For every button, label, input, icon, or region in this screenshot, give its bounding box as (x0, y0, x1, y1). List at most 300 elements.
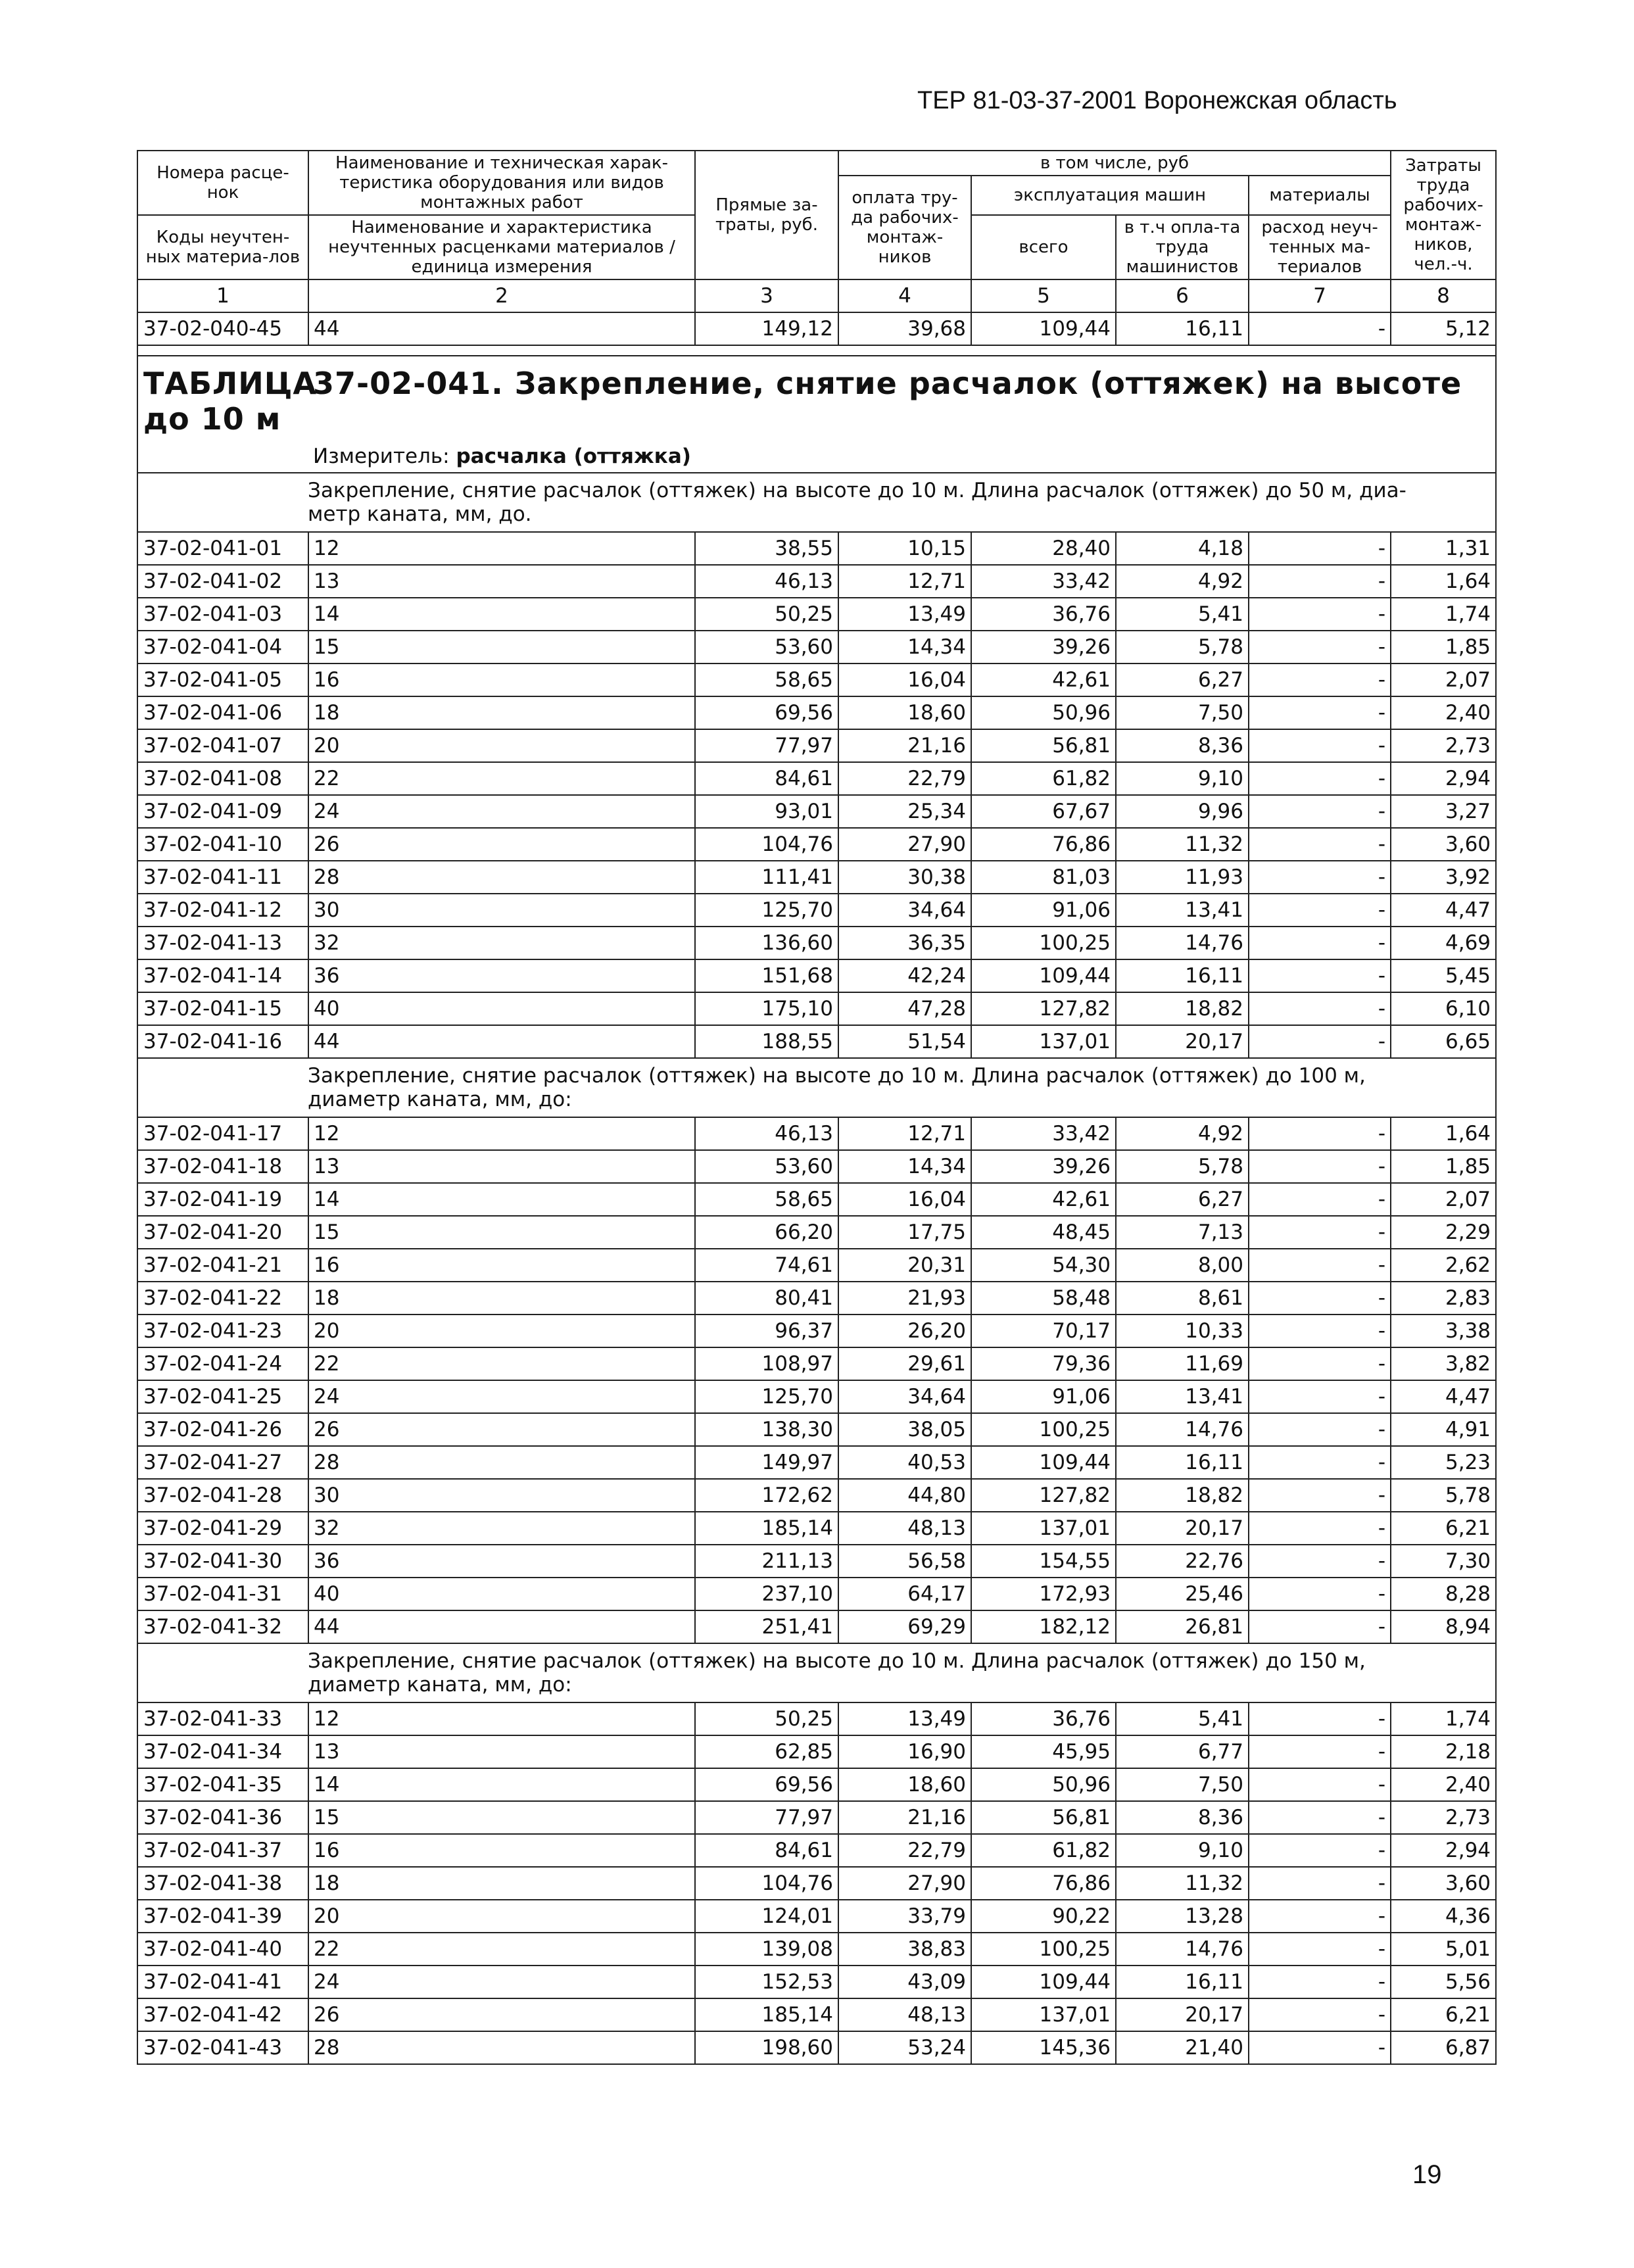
rate-code: 37-02-041-43 (137, 2031, 308, 2064)
page-number: 19 (1412, 2160, 1442, 2189)
materials-cost: - (1249, 959, 1391, 992)
rate-name: 26 (308, 1413, 695, 1446)
machines-labor: 22,76 (1116, 1545, 1249, 1578)
machines-total: 137,01 (971, 1025, 1116, 1058)
labor-pay: 36,35 (838, 927, 971, 959)
direct-cost: 93,01 (695, 795, 838, 828)
direct-cost: 104,76 (695, 1867, 838, 1900)
direct-cost: 69,56 (695, 1768, 838, 1801)
machines-total: 145,36 (971, 2031, 1116, 2064)
labor-hours: 2,40 (1391, 1768, 1496, 1801)
table-row (137, 1216, 1496, 1249)
rate-code: 37-02-041-40 (137, 1933, 308, 1966)
labor-hours: 6,10 (1391, 992, 1496, 1025)
rate-code: 37-02-041-23 (137, 1315, 308, 1347)
machines-total: 56,81 (971, 1801, 1116, 1834)
materials-cost: - (1249, 1183, 1391, 1216)
materials-cost: - (1249, 992, 1391, 1025)
labor-pay: 12,71 (838, 565, 971, 598)
rate-code: 37-02-041-26 (137, 1413, 308, 1446)
header-row-1 (137, 151, 1496, 176)
materials-cost: - (1249, 1768, 1391, 1801)
labor-hours: 4,69 (1391, 927, 1496, 959)
machines-total: 50,96 (971, 696, 1116, 729)
machines-labor: 8,36 (1116, 729, 1249, 762)
machines-total: 100,25 (971, 1933, 1116, 1966)
rate-name: 32 (308, 1512, 695, 1545)
labor-hours: 1,31 (1391, 532, 1496, 565)
table-row (137, 762, 1496, 795)
machines-labor: 7,13 (1116, 1216, 1249, 1249)
rate-code: 37-02-041-30 (137, 1545, 308, 1578)
rate-code: 37-02-041-04 (137, 631, 308, 664)
labor-hours: 4,47 (1391, 894, 1496, 927)
rate-code: 37-02-041-08 (137, 762, 308, 795)
rate-name: 20 (308, 729, 695, 762)
col-header-materials: материалы (1249, 176, 1391, 215)
group-title-row (137, 1058, 1496, 1117)
materials-cost: - (1249, 861, 1391, 894)
machines-total: 91,06 (971, 1380, 1116, 1413)
rate-name: 26 (308, 828, 695, 861)
machines-total: 39,26 (971, 1150, 1116, 1183)
rate-code: 37-02-041-29 (137, 1512, 308, 1545)
rate-code: 37-02-041-11 (137, 861, 308, 894)
direct-cost: 46,13 (695, 565, 838, 598)
direct-cost: 251,41 (695, 1610, 838, 1643)
materials-cost: - (1249, 762, 1391, 795)
machines-total: 90,22 (971, 1900, 1116, 1933)
table-row (137, 1768, 1496, 1801)
machines-labor: 13,28 (1116, 1900, 1249, 1933)
machines-total: 172,93 (971, 1578, 1116, 1610)
labor-pay: 40,53 (838, 1446, 971, 1479)
direct-cost: 111,41 (695, 861, 838, 894)
labor-hours: 2,29 (1391, 1216, 1496, 1249)
direct-cost: 104,76 (695, 828, 838, 861)
labor-pay: 21,93 (838, 1282, 971, 1315)
rate-code: 37-02-041-20 (137, 1216, 308, 1249)
labor-hours: 6,87 (1391, 2031, 1496, 2064)
machines-labor: 13,41 (1116, 894, 1249, 927)
table-row (137, 1117, 1496, 1150)
rate-name: 30 (308, 894, 695, 927)
table-row (137, 1183, 1496, 1216)
labor-pay: 27,90 (838, 828, 971, 861)
direct-cost: 138,30 (695, 1413, 838, 1446)
direct-cost: 198,60 (695, 2031, 838, 2064)
machines-labor: 18,82 (1116, 1479, 1249, 1512)
labor-hours: 4,36 (1391, 1900, 1496, 1933)
machines-total: 91,06 (971, 894, 1116, 927)
labor-hours: 2,07 (1391, 664, 1496, 696)
labor-hours: 3,27 (1391, 795, 1496, 828)
labor-pay: 48,13 (838, 1998, 971, 2031)
machines-labor: 7,50 (1116, 1768, 1249, 1801)
labor-pay: 69,29 (838, 1610, 971, 1643)
materials-cost: - (1249, 312, 1391, 345)
direct-cost: 62,85 (695, 1735, 838, 1768)
machines-total: 36,76 (971, 598, 1116, 631)
labor-pay: 53,24 (838, 2031, 971, 2064)
labor-hours: 2,07 (1391, 1183, 1496, 1216)
machines-total: 127,82 (971, 1479, 1116, 1512)
labor-pay: 18,60 (838, 696, 971, 729)
labor-pay: 38,83 (838, 1933, 971, 1966)
group-title: Закрепление, снятие расчалок (оттяжек) на высоте до 10 м. Длина расчалок (оттяжек) до 50 м, диа-метр каната, мм, до. (137, 473, 1496, 532)
rate-name: 15 (308, 631, 695, 664)
column-number: 3 (695, 279, 838, 312)
table-row (137, 2031, 1496, 2064)
direct-cost: 66,20 (695, 1216, 838, 1249)
machines-total: 33,42 (971, 565, 1116, 598)
group-title: Закрепление, снятие расчалок (оттяжек) на высоте до 10 м. Длина расчалок (оттяжек) до 150 м, диаметр каната, мм, до: (137, 1643, 1496, 1702)
column-number: 4 (838, 279, 971, 312)
direct-cost: 172,62 (695, 1479, 838, 1512)
rate-code: 37-02-041-41 (137, 1966, 308, 1998)
col-header-code-bottom: Коды неучтен-ных материа-лов (137, 215, 308, 279)
col-header-machines-total: всего (971, 215, 1116, 279)
table-row (137, 664, 1496, 696)
table-row (137, 1702, 1496, 1735)
col-header-name-top: Наименование и техническая харак-теристика оборудования или видов монтажных работ (308, 151, 695, 215)
table-row (137, 1610, 1496, 1643)
labor-pay: 39,68 (838, 312, 971, 345)
machines-labor: 5,78 (1116, 631, 1249, 664)
machines-labor: 26,81 (1116, 1610, 1249, 1643)
table-row (137, 1998, 1496, 2031)
rate-name: 13 (308, 565, 695, 598)
materials-cost: - (1249, 927, 1391, 959)
machines-total: 137,01 (971, 1512, 1116, 1545)
table-row (137, 1249, 1496, 1282)
labor-pay: 42,24 (838, 959, 971, 992)
rate-code: 37-02-041-02 (137, 565, 308, 598)
rate-code: 37-02-041-32 (137, 1610, 308, 1643)
machines-total: 81,03 (971, 861, 1116, 894)
materials-cost: - (1249, 1900, 1391, 1933)
rate-name: 16 (308, 1834, 695, 1867)
rate-name: 36 (308, 1545, 695, 1578)
rate-name: 15 (308, 1801, 695, 1834)
machines-labor: 4,92 (1116, 1117, 1249, 1150)
materials-cost: - (1249, 1735, 1391, 1768)
col-header-labor-cost: Затраты труда рабочих-монтаж-ников, чел.-ч. (1391, 151, 1496, 279)
table-row (137, 927, 1496, 959)
table-row (137, 565, 1496, 598)
column-numbers-row (137, 279, 1496, 312)
machines-labor: 16,11 (1116, 959, 1249, 992)
table-label: ТАБЛИЦА (143, 366, 318, 401)
rate-code: 37-02-041-42 (137, 1998, 308, 2031)
table-row (137, 1900, 1496, 1933)
rate-code: 37-02-041-37 (137, 1834, 308, 1867)
rate-code: 37-02-041-24 (137, 1347, 308, 1380)
table-row (137, 1512, 1496, 1545)
rate-name: 18 (308, 696, 695, 729)
machines-total: 100,25 (971, 927, 1116, 959)
column-number: 5 (971, 279, 1116, 312)
rate-name: 18 (308, 1282, 695, 1315)
labor-hours: 2,83 (1391, 1282, 1496, 1315)
materials-cost: - (1249, 1702, 1391, 1735)
table-row (137, 1966, 1496, 1998)
column-number: 8 (1391, 279, 1496, 312)
rate-code: 37-02-041-33 (137, 1702, 308, 1735)
machines-labor: 14,76 (1116, 1933, 1249, 1966)
machines-total: 42,61 (971, 664, 1116, 696)
machines-total: 36,76 (971, 1702, 1116, 1735)
labor-hours: 8,94 (1391, 1610, 1496, 1643)
labor-hours: 5,45 (1391, 959, 1496, 992)
machines-total: 50,96 (971, 1768, 1116, 1801)
direct-cost: 185,14 (695, 1512, 838, 1545)
col-header-machines-labor: в т.ч опла-та труда машинистов (1116, 215, 1249, 279)
direct-cost: 188,55 (695, 1025, 838, 1058)
table-row (137, 1578, 1496, 1610)
machines-total: 127,82 (971, 992, 1116, 1025)
table-row (137, 828, 1496, 861)
table-title-row (137, 356, 1496, 473)
table-title (143, 366, 1490, 437)
labor-pay: 27,90 (838, 1867, 971, 1900)
labor-pay: 22,79 (838, 762, 971, 795)
table-row (137, 1479, 1496, 1512)
machines-labor: 16,11 (1116, 1446, 1249, 1479)
labor-pay: 34,64 (838, 894, 971, 927)
rate-name: 13 (308, 1150, 695, 1183)
machines-labor: 16,11 (1116, 1966, 1249, 1998)
labor-hours: 5,56 (1391, 1966, 1496, 1998)
labor-pay: 51,54 (838, 1025, 971, 1058)
table-row (137, 1413, 1496, 1446)
labor-pay: 13,49 (838, 1702, 971, 1735)
direct-cost: 46,13 (695, 1117, 838, 1150)
machines-labor: 6,77 (1116, 1735, 1249, 1768)
rate-code: 37-02-041-03 (137, 598, 308, 631)
machines-total: 58,48 (971, 1282, 1116, 1315)
table-title-text: 37-02-041. Закрепление, снятие расчалок (оттяжек) на высоте до 10 м (143, 366, 1462, 437)
materials-cost: - (1249, 1998, 1391, 2031)
rate-code: 37-02-041-06 (137, 696, 308, 729)
machines-labor: 11,32 (1116, 828, 1249, 861)
labor-pay: 44,80 (838, 1479, 971, 1512)
labor-pay: 25,34 (838, 795, 971, 828)
col-header-name-bottom: Наименование и характеристика неучтенных расценками материалов / единица измерения (308, 215, 695, 279)
materials-cost: - (1249, 1282, 1391, 1315)
rate-code: 37-02-041-09 (137, 795, 308, 828)
machines-labor: 6,27 (1116, 664, 1249, 696)
rate-name: 24 (308, 1966, 695, 1998)
table-row (137, 992, 1496, 1025)
rate-code: 37-02-041-10 (137, 828, 308, 861)
direct-cost: 50,25 (695, 1702, 838, 1735)
materials-cost: - (1249, 894, 1391, 927)
labor-pay: 64,17 (838, 1578, 971, 1610)
rate-name: 28 (308, 861, 695, 894)
rate-name: 18 (308, 1867, 695, 1900)
materials-cost: - (1249, 1578, 1391, 1610)
machines-labor: 11,32 (1116, 1867, 1249, 1900)
materials-cost: - (1249, 532, 1391, 565)
materials-cost: - (1249, 1545, 1391, 1578)
col-header-labor-pay: оплата тру-да рабочих-монтаж-ников (838, 176, 971, 279)
rate-name: 40 (308, 992, 695, 1025)
materials-cost: - (1249, 1834, 1391, 1867)
materials-cost: - (1249, 1025, 1391, 1058)
labor-hours: 1,74 (1391, 1702, 1496, 1735)
materials-cost: - (1249, 664, 1391, 696)
rate-name: 36 (308, 959, 695, 992)
labor-hours: 2,73 (1391, 729, 1496, 762)
column-number: 2 (308, 279, 695, 312)
machines-labor: 11,69 (1116, 1347, 1249, 1380)
materials-cost: - (1249, 696, 1391, 729)
direct-cost: 237,10 (695, 1578, 838, 1610)
table-row (137, 1446, 1496, 1479)
machines-labor: 4,18 (1116, 532, 1249, 565)
materials-cost: - (1249, 729, 1391, 762)
labor-hours: 6,21 (1391, 1998, 1496, 2031)
labor-hours: 7,30 (1391, 1545, 1496, 1578)
table-row (137, 1545, 1496, 1578)
rate-name: 20 (308, 1315, 695, 1347)
machines-total: 67,67 (971, 795, 1116, 828)
direct-cost: 84,61 (695, 1834, 838, 1867)
labor-pay: 43,09 (838, 1966, 971, 1998)
labor-hours: 8,28 (1391, 1578, 1496, 1610)
col-header-including: в том числе, руб (838, 151, 1391, 176)
rate-code: 37-02-041-13 (137, 927, 308, 959)
rate-name: 14 (308, 598, 695, 631)
machines-total: 79,36 (971, 1347, 1116, 1380)
labor-hours: 3,38 (1391, 1315, 1496, 1347)
table-row (137, 861, 1496, 894)
rate-code: 37-02-041-16 (137, 1025, 308, 1058)
rate-name: 24 (308, 795, 695, 828)
rate-code: 37-02-041-19 (137, 1183, 308, 1216)
column-number: 6 (1116, 279, 1249, 312)
labor-hours: 5,78 (1391, 1479, 1496, 1512)
machines-total: 109,44 (971, 959, 1116, 992)
rate-code: 37-02-041-12 (137, 894, 308, 927)
col-header-direct: Прямые за-траты, руб. (695, 151, 838, 279)
labor-hours: 3,92 (1391, 861, 1496, 894)
machines-labor: 14,76 (1116, 927, 1249, 959)
table-row (137, 1801, 1496, 1834)
direct-cost: 139,08 (695, 1933, 838, 1966)
direct-cost: 136,60 (695, 927, 838, 959)
table-row (137, 1315, 1496, 1347)
rate-code: 37-02-041-01 (137, 532, 308, 565)
rate-name: 22 (308, 1933, 695, 1966)
materials-cost: - (1249, 598, 1391, 631)
rate-name: 22 (308, 762, 695, 795)
machines-labor: 16,11 (1116, 312, 1249, 345)
direct-cost: 151,68 (695, 959, 838, 992)
materials-cost: - (1249, 631, 1391, 664)
labor-hours: 1,85 (1391, 1150, 1496, 1183)
materials-cost: - (1249, 1315, 1391, 1347)
materials-cost: - (1249, 828, 1391, 861)
machines-total: 76,86 (971, 1867, 1116, 1900)
labor-pay: 18,60 (838, 1768, 971, 1801)
materials-cost: - (1249, 1867, 1391, 1900)
labor-hours: 2,40 (1391, 696, 1496, 729)
rate-name: 28 (308, 2031, 695, 2064)
labor-hours: 1,85 (1391, 631, 1496, 664)
machines-labor: 20,17 (1116, 1998, 1249, 2031)
labor-pay: 20,31 (838, 1249, 971, 1282)
labor-hours: 1,64 (1391, 565, 1496, 598)
machines-total: 70,17 (971, 1315, 1116, 1347)
direct-cost: 58,65 (695, 1183, 838, 1216)
rate-name: 30 (308, 1479, 695, 1512)
rate-name: 12 (308, 1702, 695, 1735)
table-row (137, 795, 1496, 828)
direct-cost: 211,13 (695, 1545, 838, 1578)
machines-total: 76,86 (971, 828, 1116, 861)
rate-code: 37-02-041-34 (137, 1735, 308, 1768)
rate-name: 28 (308, 1446, 695, 1479)
machines-total: 109,44 (971, 1966, 1116, 1998)
machines-labor: 20,17 (1116, 1025, 1249, 1058)
direct-cost: 185,14 (695, 1998, 838, 2031)
labor-hours: 5,12 (1391, 312, 1496, 345)
rate-code: 37-02-041-21 (137, 1249, 308, 1282)
machines-total: 39,26 (971, 631, 1116, 664)
measure-value: расчалка (оттяжка) (456, 445, 691, 468)
labor-pay: 22,79 (838, 1834, 971, 1867)
labor-hours: 3,60 (1391, 828, 1496, 861)
labor-pay: 34,64 (838, 1380, 971, 1413)
labor-hours: 4,47 (1391, 1380, 1496, 1413)
machines-labor: 6,27 (1116, 1183, 1249, 1216)
rate-code: 37-02-041-05 (137, 664, 308, 696)
materials-cost: - (1249, 2031, 1391, 2064)
materials-cost: - (1249, 565, 1391, 598)
rate-name: 32 (308, 927, 695, 959)
rate-code: 37-02-041-22 (137, 1282, 308, 1315)
materials-cost: - (1249, 1216, 1391, 1249)
col-header-machines: эксплуатация машин (971, 176, 1249, 215)
machines-total: 137,01 (971, 1998, 1116, 2031)
rate-name: 13 (308, 1735, 695, 1768)
labor-pay: 38,05 (838, 1413, 971, 1446)
labor-pay: 14,34 (838, 631, 971, 664)
table-row (137, 1347, 1496, 1380)
direct-cost: 58,65 (695, 664, 838, 696)
direct-cost: 96,37 (695, 1315, 838, 1347)
labor-pay: 21,16 (838, 1801, 971, 1834)
labor-pay: 26,20 (838, 1315, 971, 1347)
materials-cost: - (1249, 1380, 1391, 1413)
machines-total: 28,40 (971, 532, 1116, 565)
labor-pay: 12,71 (838, 1117, 971, 1150)
machines-labor: 25,46 (1116, 1578, 1249, 1610)
direct-cost: 125,70 (695, 894, 838, 927)
rate-name: 12 (308, 1117, 695, 1150)
labor-pay: 14,34 (838, 1150, 971, 1183)
table-row (137, 894, 1496, 927)
table-row (137, 631, 1496, 664)
labor-pay: 16,04 (838, 1183, 971, 1216)
labor-pay: 30,38 (838, 861, 971, 894)
materials-cost: - (1249, 1966, 1391, 1998)
rate-code: 37-02-041-28 (137, 1479, 308, 1512)
materials-cost: - (1249, 1512, 1391, 1545)
machines-total: 42,61 (971, 1183, 1116, 1216)
